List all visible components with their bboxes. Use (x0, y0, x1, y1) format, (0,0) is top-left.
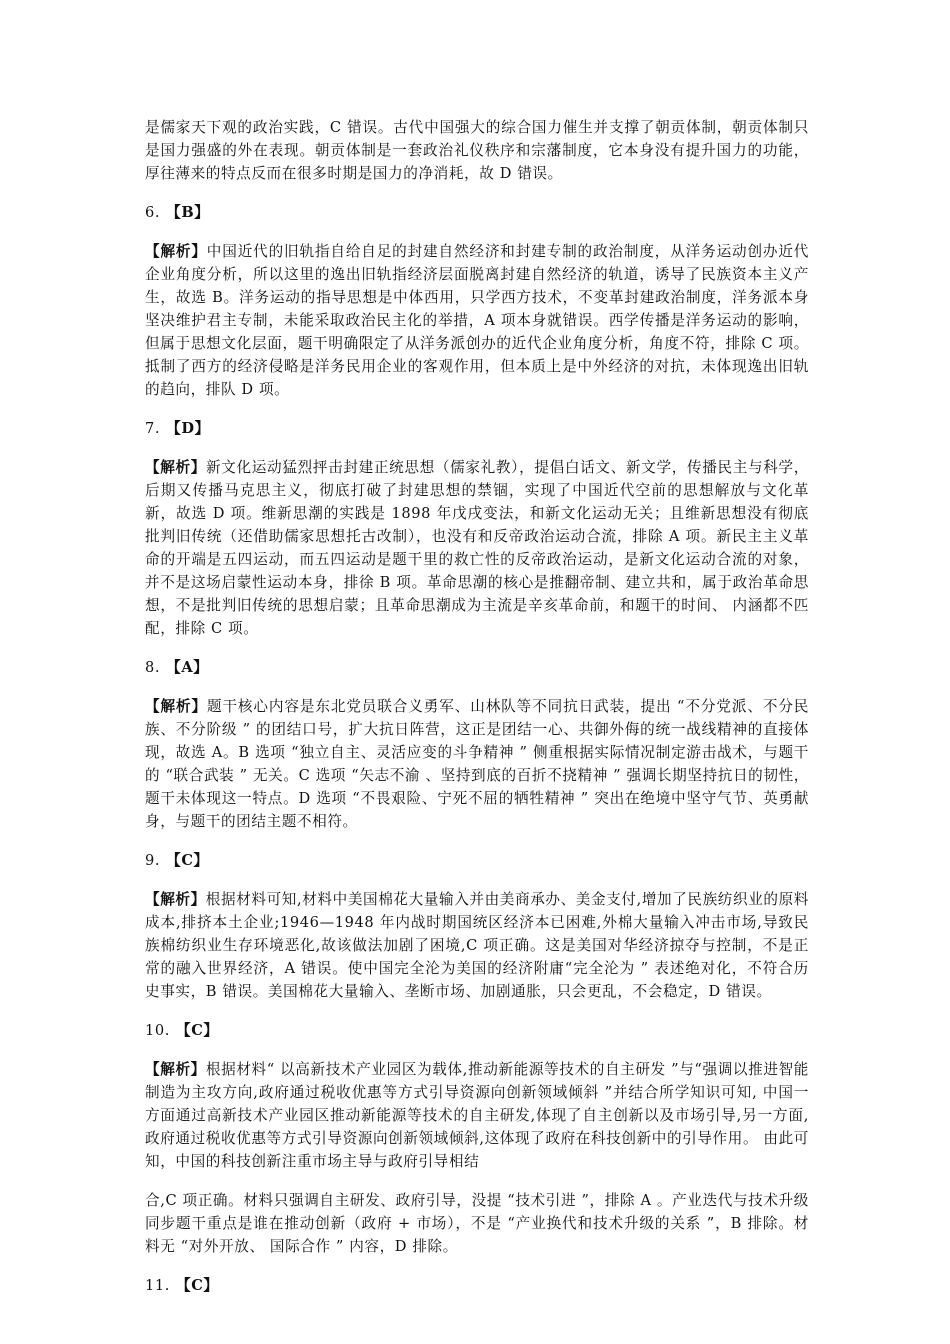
document-page (145, 116, 809, 1313)
analysis-6 (145, 240, 809, 401)
answer-9 (145, 849, 809, 872)
answer-letter: 【B】 (166, 204, 210, 221)
analysis-text: 根据材料可知,材料中美国棉花大量输入并由美商承办、美金支付,增加了民族纺织业的原料成本,排挤本土企业;1946—1948 年内战时期国统区经济本已困难,外棉大量输入冲击市场,导致民族棉纺织业生存环境恶化,故该做法加剧了困境,C 项正确。这是美国对华经济掠夺与控制，不是正常的融入世界经济，A 错误。使中国完全沦为美国的经济附庸“完全沦为 ” 表述绝对化，不符合历史事实，B 错误。美国棉花大量输入、垄断市场、加剧通胀，只会更乱，不会稳定，D 错误。 (145, 891, 809, 1000)
answer-11 (145, 1274, 809, 1297)
intro-paragraph: 是儒家天下观的政治实践，C 错误。古代中国强大的综合国力催生并支撑了朝贡体制，朝贡体制只是国力强盛的外在表现。朝贡体制是一套政治礼仪秩序和宗藩制度，它本身没有提升国力的功能，厚往薄来的特点反而在很多时期是国力的净消耗，故 D 错误。 (145, 119, 809, 182)
analysis-tag: 【解析】 (145, 243, 207, 260)
analysis-text: 中国近代的旧轨指自给自足的封建自然经济和封建专制的政治制度，从洋务运动创办近代企业角度分析，所以这里的逸出旧轨指经济层面脱离封建自然经济的轨道，诱导了民族资本主义产生，故选 B。洋务运动的指导思想是中体西用，只学西方技术，不变革封建政治制度，洋务派本身坚决维护君主专制，未能采取政治民主化的举措，A 项本身就错误。西学传播是洋务运动的影响，但属于思想文化层面，题干明确限定了从洋务派创办的近代企业角度分析，角度不符，排除 C 项。抵制了西方的经济侵略是洋务民用企业的客观作用，但本质上是中外经济的对抗，未体现逸出旧轨的趋向，排队 D 项。 (145, 243, 809, 398)
answer-letter: 【D】 (166, 420, 210, 437)
answer-letter: 【C】 (176, 1022, 219, 1039)
answer-letter: 【C】 (166, 852, 209, 869)
answer-10 (145, 1019, 809, 1042)
question-number: 9. (145, 852, 161, 869)
analysis-8 (145, 695, 809, 833)
analysis-10-continued: 合,C 项正确。材料只强调自主研发、政府引导，没提 “技术引进 ”，排除 A 。产业迭代与技术升级同步题干重点是谁在推动创新（政府 + 市场），不是 “产业换代和技术升级的关系 ”，B 排除。材料无 “对外开放、 国际合作 ” 内容，D 排除。 (145, 1192, 809, 1255)
analysis-tag: 【解析】 (145, 1061, 206, 1078)
paragraph-gap (145, 1173, 809, 1189)
question-number: 11. (145, 1277, 171, 1294)
analysis-tag: 【解析】 (145, 698, 207, 715)
question-number: 8. (145, 659, 161, 676)
analysis-text: 根据材料“ 以高新技术产业园区为载体,推动新能源等技术的自主研发 ”与“强调以推进智能制造为主攻方向,政府通过税收优惠等方式引导资源向创新领域倾斜 ”并结合所学知识可知, 中国一方面通过高新技术产业园区推动新能源等技术的自主研发,体现了自主创新以及市场引导,另一方面,政府通过税收优惠等方式引导资源向创新领域倾斜,这体现了政府在科技创新中的引导作用。 由此可知，中国的科技创新注重市场主导与政府引导相结 (145, 1061, 810, 1170)
analysis-7 (145, 456, 809, 640)
question-number: 10. (145, 1022, 171, 1039)
analysis-10 (145, 1058, 809, 1173)
answer-8 (145, 656, 809, 679)
question-number: 6. (145, 204, 161, 221)
analysis-tag: 【解析】 (145, 459, 207, 476)
question-number: 7. (145, 420, 161, 437)
answer-7 (145, 417, 809, 440)
analysis-tag: 【解析】 (145, 891, 206, 908)
answer-letter: 【C】 (176, 1277, 219, 1294)
analysis-text: 题干核心内容是东北党员联合义勇军、山林队等不同抗日武装，提出 “不分党派、不分民族、不分阶级 ” 的团结口号，扩大抗日阵营，这正是团结一心、共御外侮的统一战线精神的直接体现，故选 A。B 选项 “独立自主、灵活应变的斗争精神 ” 侧重根据实际情况制定游击战术，与题干的 “联合武装 ” 无关。C 选项 “矢志不渝 、坚持到底的百折不挠精神 ” 强调长期坚持抗日的韧性，题干未体现这一特点。D 选项 “不畏艰险、宁死不屈的牺牲精神 ” 突出在绝境中坚守气节、英勇献身，与题干的团结主题不相符。 (145, 698, 809, 830)
analysis-9 (145, 888, 809, 1003)
answer-letter: 【A】 (166, 659, 209, 676)
answer-6 (145, 201, 809, 224)
analysis-text: 新文化运动猛烈抨击封建正统思想（儒家礼教），提倡白话文、新文学，传播民主与科学，后期又传播马克思主义，彻底打破了封建思想的禁锢，实现了中国近代空前的思想解放与文化革新，故选 D 项。维新思潮的实践是 1898 年戊戌变法，和新文化运动无关；且维新思想没有彻底批判旧传统（还借助儒家思想托古改制），也没有和反帝政治运动合流，排除 A 项。新民主主义革命的开端是五四运动，而五四运动是题干里的救亡性的反帝政治运动，是新文化运动合流的对象，并不是这场启蒙性运动本身，排徐 B 项。革命思潮的核心是推翻帝制、建立共和，属于政治革命思想，不是批判旧传统的思想启蒙；且革命思潮成为主流是辛亥革命前，和题干的时间、 内涵都不匹配，排除 C 项。 (145, 459, 809, 637)
